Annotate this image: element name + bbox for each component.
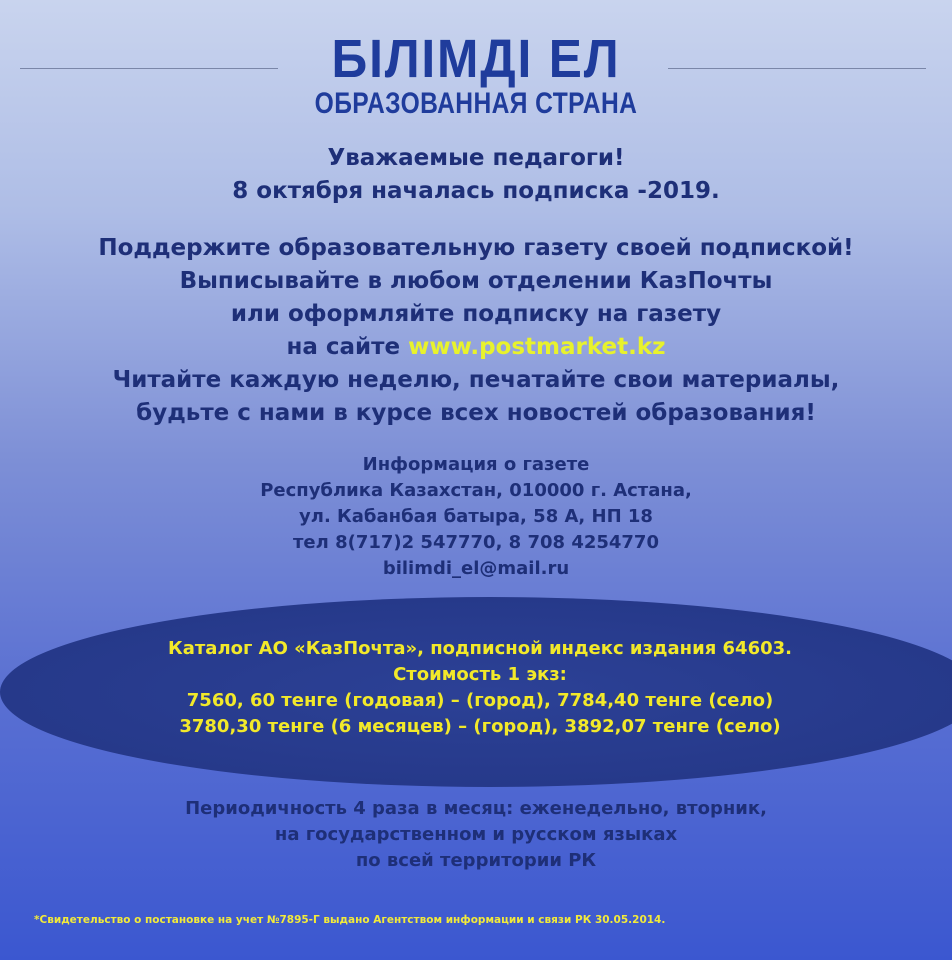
greeting-block <box>0 142 952 208</box>
six-month-price-line: 3780,30 тенге (6 месяцев) – (город), 3892,07 тенге (село) <box>179 716 781 737</box>
website-prefix: на сайте <box>286 334 401 360</box>
website-link[interactable]: www.postmarket.kz <box>408 334 666 360</box>
subscription-start-line: 8 октября началась подписка -2019. <box>232 178 720 204</box>
catalog-index-line: Каталог АО «КазПочта», подписной индекс издания 64603. <box>168 638 792 659</box>
website-line <box>0 331 952 364</box>
newspaper-info <box>0 452 952 582</box>
email-address: bilimdi_el@mail.ru <box>382 558 570 579</box>
registration-footnote: *Свидетельство о постановке на учет №7895-Г выдано Агентством информации и связи РК 30.05.2014. <box>34 914 666 926</box>
address-line-2: ул. Кабанбая батыра, 58 А, НП 18 <box>299 506 653 527</box>
stay-informed-line: будьте с нами в курсе всех новостей образования! <box>136 400 816 426</box>
newspaper-title: БІЛІМДІ ЕЛ <box>331 29 621 89</box>
support-block <box>0 232 952 430</box>
catalog-info <box>0 636 952 740</box>
newspaper-subtitle: ОБРАЗОВАННАЯ СТРАНА <box>314 87 638 120</box>
greeting-line: Уважаемые педагоги! <box>327 145 625 171</box>
address-line-1: Республика Казахстан, 010000 г. Астана, <box>260 480 692 501</box>
phone-numbers: тел 8(717)2 547770, 8 708 4254770 <box>293 532 659 553</box>
read-weekly-line: Читайте каждую неделю, печатайте свои материалы, <box>112 367 840 393</box>
cost-heading: Стоимость 1 экз: <box>393 664 567 685</box>
frequency-block <box>0 796 952 874</box>
languages-line: на государственном и русском языках <box>274 824 678 845</box>
annual-price-line: 7560, 60 тенге (годовая) – (город), 7784,40 тенге (село) <box>186 690 774 711</box>
subscribe-online-line: или оформляйте подписку на газету <box>230 301 722 327</box>
info-heading: Информация о газете <box>362 454 590 475</box>
post-office-line: Выписывайте в любом отделении КазПочты <box>179 268 773 294</box>
support-line: Поддержите образовательную газету своей подпиской! <box>98 235 854 261</box>
coverage-line: по всей территории РК <box>355 850 597 871</box>
frequency-line: Периодичность 4 раза в месяц: еженедельно, вторник, <box>185 798 767 819</box>
